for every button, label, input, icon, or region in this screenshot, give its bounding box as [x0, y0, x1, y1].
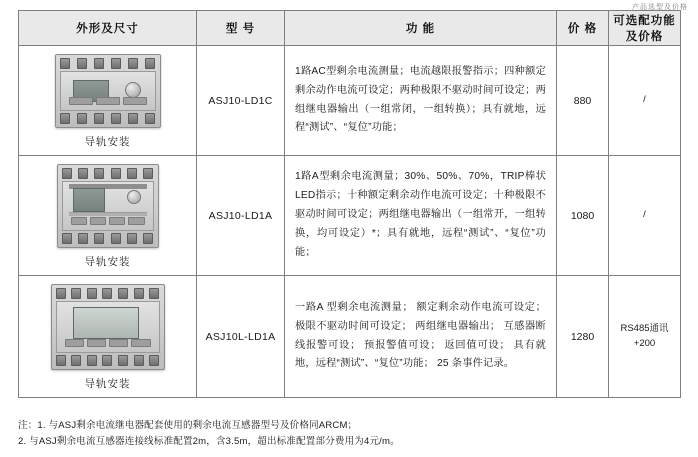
device-knob	[127, 190, 141, 204]
terminal-row-bottom	[60, 113, 156, 124]
model-cell: ASJ10-LD1C	[197, 46, 285, 156]
product-image-cell	[19, 46, 197, 156]
model-cell: ASJ10L-LD1A	[197, 276, 285, 398]
table-header	[19, 11, 681, 46]
terminal-row-top	[62, 168, 154, 179]
column-header-shape: 外形及尺寸	[19, 11, 197, 46]
function-cell: 1路A型剩余电流测量；30%、50%、70%，TRIP棒状LED指示；十种额定剩余动作电流可设定；十种极限不驱动时间可设定；两组继电器输出（一组常开，一组转换，均可设定）*；具有就地，远程“测试”、“复位”功能；	[285, 156, 557, 276]
mount-label: 导轨安装	[84, 256, 131, 268]
price-cell: 880	[557, 46, 609, 156]
option-line1: RS485通讯	[620, 323, 669, 335]
function-cell: 1路AC型剩余电流测量；电流越限报警指示；四种额定剩余动作电流可设定；两种极限不驱动时间可设定；两组继电器输出（一组常闭，一组转换）；具有就地，远程“测试”、“复位”功能；	[285, 46, 557, 156]
device-front-panel	[56, 301, 160, 353]
relay-device-drawing	[55, 54, 161, 128]
table-row	[19, 156, 681, 276]
price-cell: 1080	[557, 156, 609, 276]
column-header-price: 价 格	[557, 11, 609, 46]
column-header-option	[609, 11, 681, 46]
corner-note: 产品选型及价格	[632, 4, 688, 11]
function-cell: 一路A 型剩余电流测量； 额定剩余动作电流可设定；极限不驱动时间可设定； 两组继电器输出； 互感器断线报警可设； 预报警值可设； 返回值可设； 具有就地，远程“测试”、“复位”功能； 25 条事件记录。	[285, 276, 557, 398]
terminal-row-bottom	[56, 355, 160, 366]
footnotes	[18, 418, 680, 450]
device-stripe	[69, 212, 147, 216]
device-knob	[125, 82, 141, 98]
product-image-cell	[19, 276, 197, 398]
device-display	[73, 188, 105, 212]
mount-label: 导轨安装	[84, 378, 131, 390]
relay-device-drawing	[51, 284, 165, 370]
relay-device-drawing	[57, 164, 159, 248]
device-button-row	[65, 339, 151, 347]
terminal-row-top	[56, 288, 160, 299]
column-header-model: 型 号	[197, 11, 285, 46]
device-front-panel	[62, 181, 154, 231]
column-header-option-line1: 可选配功能	[613, 15, 676, 27]
device-display	[73, 307, 139, 339]
option-cell	[609, 276, 681, 398]
device-button-row	[69, 97, 147, 105]
product-spec-table	[18, 10, 681, 398]
device-front-panel	[60, 71, 156, 111]
footnote-1: 注：1. 与ASJ剩余电流继电器配套使用的剩余电流互感器型号及价格同ARCM；	[18, 420, 358, 431]
table-row	[19, 46, 681, 156]
option-cell: /	[609, 46, 681, 156]
option-cell: /	[609, 156, 681, 276]
terminal-row-top	[60, 58, 156, 69]
mount-label: 导轨安装	[84, 136, 131, 148]
price-cell: 1280	[557, 276, 609, 398]
model-cell: ASJ10-LD1A	[197, 156, 285, 276]
terminal-row-bottom	[62, 233, 154, 244]
column-header-option-line2: 及价格	[625, 31, 664, 43]
footnote-2: 2. 与ASJ剩余电流互感器连接线标准配置2m，含3.5m，超出标准配置部分费用为4元/m。	[18, 436, 400, 448]
column-header-function: 功 能	[285, 11, 557, 46]
device-button-row	[71, 217, 145, 225]
product-image-cell	[19, 156, 197, 276]
table-row	[19, 276, 681, 398]
option-line2: +200	[633, 337, 656, 349]
